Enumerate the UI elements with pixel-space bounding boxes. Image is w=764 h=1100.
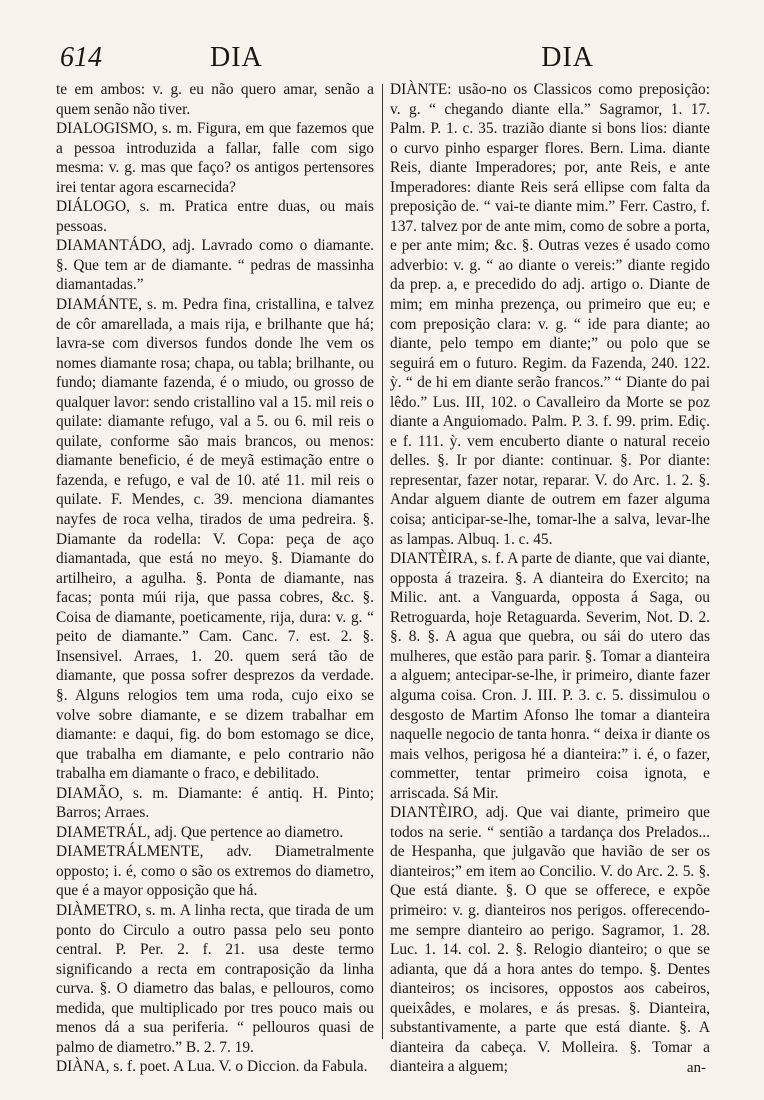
- entry: DIÀNA, s. f. poet. A Lua. V. o Diccion. da Fabula.: [56, 1058, 368, 1076]
- left-column: [56, 80, 374, 1077]
- entry: DIAMÁNTE, s. m. Pedra fina, cristallina, e talvez de côr amarellada, a mais rija, e brilhante que há; lavra-se com diversos fundos donde lhe vem os nomes diamante rosa; chapa, ou tabla; brilhante, ou fundo; diamante fazenda, é o miudo, ou grosso de qualquer lavor: sendo cristallino val a 15. mil reis o quilate: diamante refugo, val a 5. ou 6. mil reis o quilate, conforme são mais brancos, ou menos: diamante beneficio, é de meyã estimação entre o fazenda, e refugo, e val de 10. até 11. mil reis o quilate. F. Mendes, c. 39. menciona diamantes nayfes de roca velha, tirados de uma pedreira. §. Diamante da rodella: V. Copa: peça de aço diamantada, que está no meyo. §. Diamante do artilheiro, a agulha. §. Ponta de diamante, nas facas; ponta múi rija, que passa cobres, &c. §. Coisa de diamante, poeticamente, rija, dura: v. g. “ peito de diamante.” Cam. Canc. 7. est. 2. §. Insensivel. Arraes, 1. 20. quem será tão de diamante, que possa sofrer desprezos da verdade. §. Alguns relogios tem uma roda, cujo eixo se volve sobre diamante, e se dizem trabalhar em diamante: e daqui, fig. do bom estomago se dice, que trabalha em diamante, e pelo contrario não trabalha em diamante o fraco, e debilitado.: [56, 296, 374, 783]
- entry: DIANTÈIRA, s. f. A parte de diante, que vai diante, opposta á trazeira. §. A dianteira do Exercito; na Milic. ant. a Vanguarda, opposta á Saga, ou Retroguarda, hoje Retaguarda. Severim, Not. D. 2. §. 8. §. A agua que quebra, ou sái do utero das mulheres, que estão para parir. §. Tomar a dianteira a alguem; antecipar-se-lhe, ir primeiro, diante fazer alguma coisa. Cron. J. III. P. 3. c. 5. dissimulou o desgosto de Martim Afonso lhe tomar a dianteira naquelle negocio de tanta honra. “ deixa ir diante os mais velhos, perigosa hé a dianteira:” i. é, o fazer, commetter, tentar primeiro coisa ignota, e arriscada. Sá Mir.: [390, 550, 710, 802]
- entry: DIAMETRÁLMENTE, adv. Diametralmente opposto; i. é, como o são os extremos do diametro, que é a mayor opposição que há.: [56, 843, 374, 900]
- entry: DIAMÃO, s. m. Diamante: é antiq. H. Pinto; Barros; Arraes.: [56, 784, 374, 822]
- entry: DIÁLOGO, s. m. Pratica entre duas, ou mais pessoas.: [56, 198, 374, 235]
- right-column: [390, 80, 710, 1077]
- running-head-right: DIA: [541, 42, 594, 73]
- page-header: [60, 42, 704, 82]
- entry: DIAMANTÁDO, adj. Lavrado como o diamante. §. Que tem ar de diamante. “ pedras de massinha diamantadas.”: [56, 237, 374, 294]
- running-head-left: DIA: [210, 42, 263, 73]
- entry: DIÀMETRO, s. m. A linha recta, que tirada de um ponto do Circulo a outro passa pelo seu ponto central. P. Per. 2. f. 21. usa deste termo significando a recta em contraposição da linha curva. §. O diametro das balas, e pellouros, como medida, que multiplicado por tres pouco mais ou menos dá a sua periferia. “ pellouros quasi de palmo de diametro.” B. 2. 7. 19.: [56, 901, 374, 1056]
- entry: DIÀNTE: usão-no os Classicos como preposição: v. g. “ chegando diante ella.” Sagramor, 1. 17. Palm. P. 1. c. 35. trazião diante si bons lios: diante o curvo pinho esparger flores. Bern. Lima. diante Reis, diante Imperadores; por, ante Reis, e ante Imperadores: diante Reis será ellipse com falta da preposição de. “ vai-te diante mim.” Ferr. Castro, f. 137. talvez por de ante mim, como de sobre a porta, e per ante mim; &c. §. Outras vezes é usado como adverbio: v. g. “ ao diante o vereis:” diante regido da prep. a, e precedido do adj. artigo o. Diante de mim; em minha prezença, ou primeiro que eu; e com preposição clara: v. g. “ ide para diante; ao diante, pelo tempo em diante;” ou polo que se seguirá em o futuro. Regim. da Fazenda, 240. 122. ỳ. “ de hi em diante serão francos.” “ Diante do pai lêdo.” Lus. III, 102. o Cavalleiro da Morte se poz diante a Anguiomado. Palm. P. 3. f. 99. prim. Ediç. e f. 111. ỳ. vem encuberto diante o natural receio delles. §. Ir por diante: continuar. §. Por diante: representar, fazer notar, reparar. V. do Arc. 1. 2. §. Andar alguem diante de outrem em fazer alguma coisa; anticipar-se-lhe, tomar-lhe a salva, levar-lhe as lampas. Albuq. 1. c. 45.: [390, 81, 710, 548]
- column-divider: [382, 84, 383, 1039]
- page-number: 614: [60, 42, 102, 73]
- catchword: an-: [686, 1060, 706, 1076]
- entry: DIANTÈIRO, adj. Que vai diante, primeiro que todos na serie. “ sentião a tardança dos Prelados... de Hespanha, que julgavão que havião de ser os dianteiros;” em item ao Concilio. V. do Arc. 2. 5. §. Que está diante. §. O que se offerece, e expõe primeiro: v. g. dianteiros nos perigos. offerecendo-me sempre dianteiro ao perigo. Sagramor, 1. 28. Luc. 1. 14. col. 2. §. Relogio dianteiro; o que se adianta, que dá a hora antes do tempo. §. Dentes dianteiros; os incisores, oppostos aos cabeiros, queixâdes, e molares, e ás presas. §. Dianteira, substantivamente, a parte que está diante. §. A dianteira da cabeça. V. Molleira. §. Tomar a dianteira a alguem;: [390, 804, 710, 1076]
- entry: DIALOGISMO, s. m. Figura, em que fazemos que a pessoa introduzida a fallar, falle com sigo mesma: v. g. mas que faço? os antigos pertensores irei tentar agora escarnecida?: [56, 120, 374, 196]
- entry: te em ambos: v. g. eu não quero amar, senão a quem senão não tiver.: [56, 81, 374, 118]
- entry: DIAMETRÁL, adj. Que pertence ao diametro.: [56, 823, 344, 841]
